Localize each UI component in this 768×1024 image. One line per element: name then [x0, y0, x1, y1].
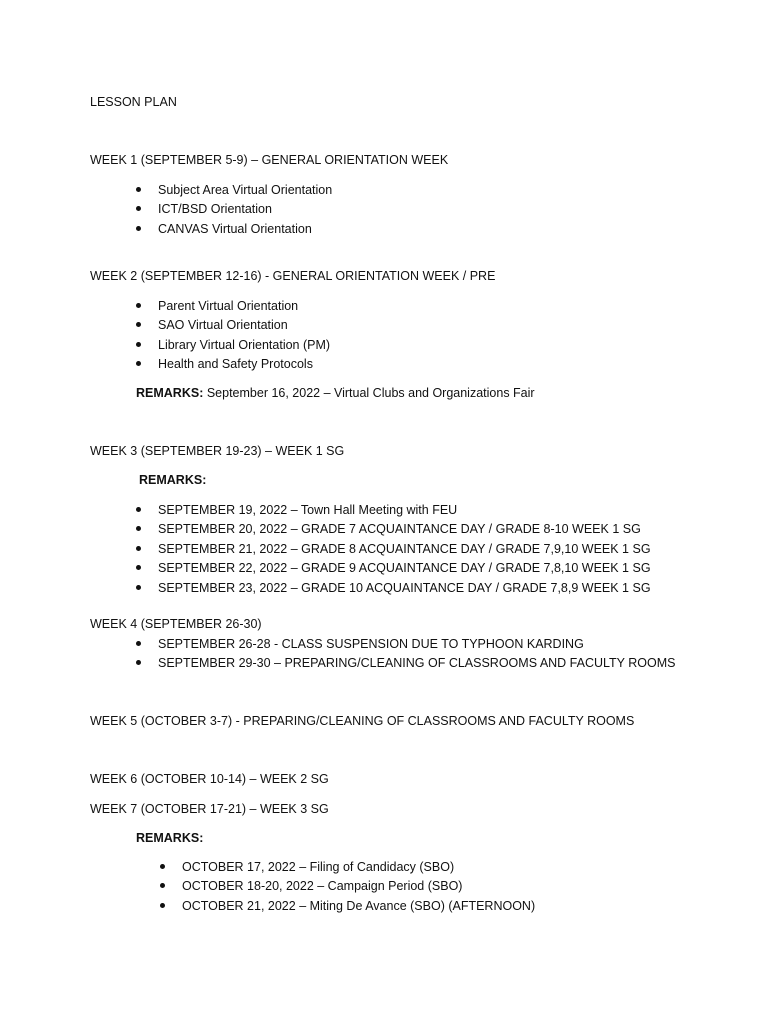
week1-list: [136, 182, 332, 240]
list-item: OCTOBER 21, 2022 – Miting De Avance (SBO) (AFTERNOON): [160, 898, 535, 917]
week3-remarks-label: REMARKS:: [139, 473, 207, 487]
list-item: SEPTEMBER 20, 2022 – GRADE 7 ACQUAINTANCE DAY / GRADE 8-10 WEEK 1 SG: [136, 521, 651, 540]
list-item: OCTOBER 17, 2022 – Filing of Candidacy (SBO): [160, 859, 535, 878]
list-item: Subject Area Virtual Orientation: [136, 182, 332, 201]
list-item: SEPTEMBER 23, 2022 – GRADE 10 ACQUAINTANCE DAY / GRADE 7,8,9 WEEK 1 SG: [136, 580, 651, 599]
remarks-label: REMARKS:: [136, 386, 204, 400]
week7-remarks-label: REMARKS:: [136, 831, 204, 845]
remarks-text: September 16, 2022 – Virtual Clubs and Organizations Fair: [203, 386, 535, 400]
document-title: LESSON PLAN: [90, 95, 177, 109]
week7-heading: WEEK 7 (OCTOBER 17-21) – WEEK 3 SG: [90, 802, 329, 816]
list-item: Library Virtual Orientation (PM): [136, 337, 330, 356]
list-item: SEPTEMBER 22, 2022 – GRADE 9 ACQUAINTANCE DAY / GRADE 7,8,10 WEEK 1 SG: [136, 560, 651, 579]
week4-list: [136, 636, 676, 675]
week6-heading: WEEK 6 (OCTOBER 10-14) – WEEK 2 SG: [90, 772, 329, 786]
list-item: ICT/BSD Orientation: [136, 201, 332, 220]
week1-heading: WEEK 1 (SEPTEMBER 5-9) – GENERAL ORIENTATION WEEK: [90, 153, 449, 167]
list-item: SEPTEMBER 19, 2022 – Town Hall Meeting with FEU: [136, 502, 651, 521]
list-item: SEPTEMBER 26-28 - CLASS SUSPENSION DUE TO TYPHOON KARDING: [136, 636, 676, 655]
week2-remarks: [136, 385, 535, 401]
week5-heading: WEEK 5 (OCTOBER 3-7) - PREPARING/CLEANING OF CLASSROOMS AND FACULTY ROOMS: [90, 714, 635, 728]
list-item: OCTOBER 18-20, 2022 – Campaign Period (SBO): [160, 878, 535, 897]
week3-list: [136, 502, 651, 599]
list-item: Parent Virtual Orientation: [136, 298, 330, 317]
list-item: SEPTEMBER 29-30 – PREPARING/CLEANING OF CLASSROOMS AND FACULTY ROOMS: [136, 655, 676, 674]
week2-heading: WEEK 2 (SEPTEMBER 12-16) - GENERAL ORIENTATION WEEK / PRE: [90, 269, 496, 283]
week4-heading: WEEK 4 (SEPTEMBER 26-30): [90, 617, 262, 631]
list-item: CANVAS Virtual Orientation: [136, 221, 332, 240]
week3-heading: WEEK 3 (SEPTEMBER 19-23) – WEEK 1 SG: [90, 444, 345, 458]
list-item: Health and Safety Protocols: [136, 356, 330, 375]
week7-list: [160, 859, 535, 917]
week2-list: [136, 298, 330, 376]
list-item: SAO Virtual Orientation: [136, 317, 330, 336]
list-item: SEPTEMBER 21, 2022 – GRADE 8 ACQUAINTANCE DAY / GRADE 7,9,10 WEEK 1 SG: [136, 541, 651, 560]
